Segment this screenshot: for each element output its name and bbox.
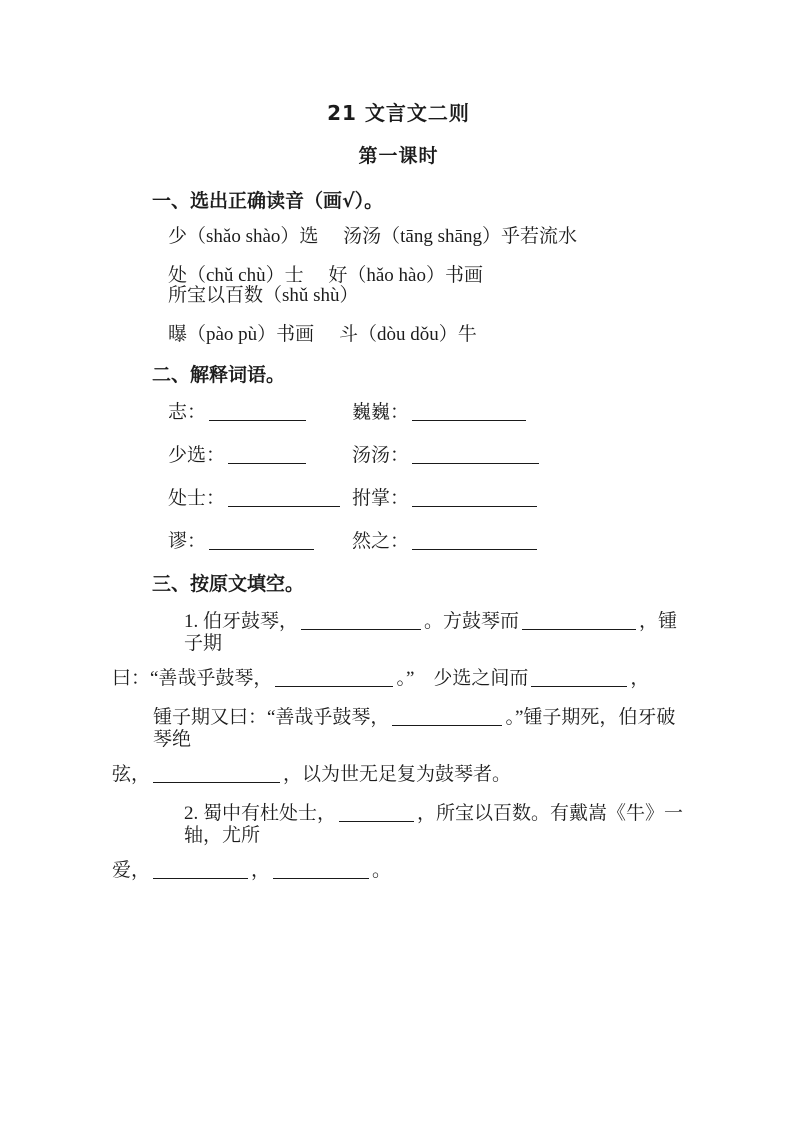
fill-paragraph — [112, 803, 685, 882]
fill-paragraph — [112, 707, 685, 786]
passage-text: 。 — [372, 860, 392, 881]
term-label: 谬： — [168, 531, 207, 552]
fill-line — [112, 803, 685, 847]
section-fill-in — [112, 573, 685, 882]
answer-blank[interactable] — [412, 535, 537, 550]
section-definitions — [112, 364, 685, 554]
pinyin-choice: 曝（pào pù）书画 — [168, 324, 315, 345]
definition-cell — [352, 530, 540, 554]
answer-blank[interactable] — [412, 406, 526, 421]
passage-text: 。” 少选之间而 — [396, 668, 529, 689]
passage-text: 爱， — [112, 860, 151, 881]
fill-line — [112, 764, 685, 786]
answer-blank[interactable] — [392, 711, 502, 726]
answer-blank[interactable] — [412, 492, 537, 507]
passage-text: ， — [630, 668, 650, 689]
definition-row — [112, 444, 685, 468]
term-label: 汤汤： — [352, 445, 410, 466]
answer-blank[interactable] — [301, 615, 421, 630]
passage-text: 。”锺子期死，伯牙破琴绝 — [153, 707, 676, 750]
passage-text: ，所宝以百数。有戴嵩《牛》一轴，尤所 — [184, 803, 684, 846]
answer-blank[interactable] — [275, 672, 393, 687]
term-label: 然之： — [352, 531, 410, 552]
pinyin-choice: 汤汤（tāng shāng）乎若流水 — [343, 226, 577, 247]
term-label: 拊掌： — [352, 488, 410, 509]
fill-line — [112, 611, 685, 655]
pronunciation-row — [112, 325, 685, 345]
passage-text: ，以为世无足复为鼓琴者。 — [283, 764, 512, 785]
pinyin-choice: 所宝以百数（shǔ shù） — [168, 285, 359, 306]
fill-line — [112, 707, 685, 751]
definition-cell — [168, 402, 309, 423]
section-two-heading: 二、解释词语。 — [152, 364, 286, 386]
term-label: 处士： — [168, 488, 226, 509]
definition-row — [112, 401, 685, 425]
pronunciation-row — [112, 227, 685, 247]
definition-row — [112, 487, 685, 511]
answer-blank[interactable] — [273, 864, 369, 879]
page-title: 21 文言文二则 — [327, 101, 470, 125]
answer-blank[interactable] — [412, 449, 539, 464]
answer-blank[interactable] — [209, 535, 314, 550]
definition-cell — [352, 487, 540, 511]
answer-blank[interactable] — [522, 615, 636, 630]
pinyin-choice: 斗（dòu dǒu）牛 — [338, 324, 477, 345]
definition-cell — [168, 531, 317, 552]
answer-blank[interactable] — [153, 768, 280, 783]
section-one-heading: 一、选出正确读音（画√）。 — [152, 190, 384, 212]
fill-line — [112, 860, 685, 882]
section-three-heading: 三、按原文填空。 — [152, 573, 305, 595]
lesson-part-title: 第一课时 — [358, 145, 439, 167]
fill-paragraph — [112, 611, 685, 690]
passage-text: 弦， — [112, 764, 151, 785]
pinyin-choice: 少（shǎo shào）选 — [168, 226, 319, 247]
answer-blank[interactable] — [228, 492, 340, 507]
term-label: 志： — [168, 402, 207, 423]
term-label: 少选： — [168, 445, 226, 466]
definition-cell — [352, 444, 542, 468]
definition-cell — [168, 488, 343, 509]
passage-text: 。方鼓琴而 — [424, 611, 520, 632]
answer-blank[interactable] — [228, 449, 306, 464]
pinyin-choice: 处（chǔ chù）士 — [168, 265, 304, 286]
term-label: 巍巍： — [352, 402, 410, 423]
passage-text: 曰：“善哉乎鼓琴， — [112, 668, 273, 689]
pinyin-choice: 好（hǎo hào）书画 — [328, 265, 483, 286]
answer-blank[interactable] — [339, 807, 414, 822]
definition-cell — [168, 445, 309, 466]
definition-row — [112, 530, 685, 554]
answer-blank[interactable] — [531, 672, 627, 687]
section-pronunciation — [112, 190, 685, 345]
fill-line — [112, 668, 685, 690]
passage-text: ， — [251, 860, 271, 881]
answer-blank[interactable] — [209, 406, 306, 421]
passage-text: 1. 伯牙鼓琴， — [184, 611, 299, 632]
passage-text: ，锺子期 — [184, 611, 678, 654]
passage-text: 2. 蜀中有杜处士， — [184, 803, 337, 824]
pronunciation-row — [112, 266, 685, 306]
answer-blank[interactable] — [153, 864, 248, 879]
passage-text: 锺子期又曰：“善哉乎鼓琴， — [153, 707, 390, 728]
definition-cell — [352, 401, 529, 425]
